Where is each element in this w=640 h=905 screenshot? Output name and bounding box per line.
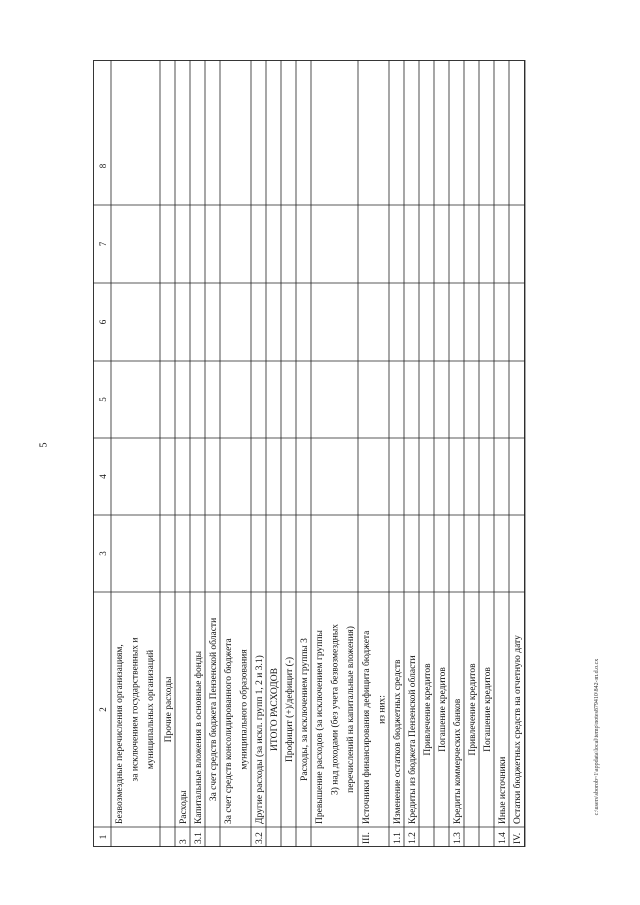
budget-table-grid xyxy=(93,60,530,847)
row-label-line: из них: xyxy=(377,695,388,724)
row-number: 3 xyxy=(179,839,189,844)
row-number: 1.2 xyxy=(408,832,418,844)
row-label-line: муниципального образования xyxy=(239,649,250,770)
row-label-line: Погашение кредитов xyxy=(483,667,493,752)
row-label-line: Расходы xyxy=(179,790,189,824)
row-number: 1.3 xyxy=(453,832,463,844)
row-label-line: муниципальных организаций xyxy=(146,649,156,770)
column-header-8: 8 xyxy=(98,163,108,169)
row-label-line: Остатки бюджетных средств на отчетную дату xyxy=(513,635,523,824)
row-label-line: Источники финансирования дефицита бюджета xyxy=(362,630,372,824)
row-label-line: Расходы, за исключением группы 3 xyxy=(300,638,310,781)
column-header-5: 5 xyxy=(98,397,108,402)
row-label-line: за исключением государственных и xyxy=(130,637,141,782)
row-label-line: Кредиты коммерческих банков xyxy=(453,698,463,824)
file-path-footer: c:\users\sborob~1\appdata\local\temp\notes879410\842-зп.d.o.cx xyxy=(594,658,600,816)
row-number: 1.4 xyxy=(498,832,508,844)
row-label-line: перечислений на капитальные вложения) xyxy=(346,626,356,793)
row-label-line: Кредиты из бюджета Пензенской области xyxy=(408,655,418,824)
row-label-line: Прочие расходы xyxy=(164,676,174,743)
row-label-line: Другие расходы (за искл. групп 1, 2 и 3.1) xyxy=(255,655,265,824)
row-label-line: Изменение остатков бюджетных средств xyxy=(393,659,403,824)
row-number: III. xyxy=(362,832,372,844)
row-label-line: Безвозмездные перечисления организациям, xyxy=(115,644,125,824)
column-header-1: 1 xyxy=(98,834,108,840)
column-header-3: 3 xyxy=(98,551,108,556)
row-label-line: За счет средств бюджета Пензенской области xyxy=(209,617,219,802)
row-label-line: Погашение кредитов xyxy=(438,667,448,752)
row-label-line: Профицит (+)/дефицит (-) xyxy=(285,656,295,763)
row-number: 3.2 xyxy=(255,832,265,844)
row-label-line: 3) над доходами (без учета безвозмездных xyxy=(330,623,341,796)
row-label-line: Превышение расходов (за исключением группы xyxy=(315,630,325,824)
column-header-2: 2 xyxy=(98,707,108,712)
row-number: 3.1 xyxy=(194,832,204,844)
row-label-line: Иные источники xyxy=(498,756,508,824)
row-number: IV. xyxy=(513,832,523,844)
row-label-line: Привлечение кредитов xyxy=(423,663,433,756)
row-label-line: Привлечение кредитов xyxy=(468,663,478,756)
column-header-6: 6 xyxy=(98,319,108,325)
page-number: 5 xyxy=(38,442,50,448)
row-number: 1.1 xyxy=(393,832,403,844)
column-header-4: 4 xyxy=(98,474,108,479)
row-label-line: За счет средств консолидированного бюджета xyxy=(224,638,234,824)
row-label-line: ИТОГО РАСХОДОВ xyxy=(270,668,280,751)
row-label-line: Капитальные вложения в основные фонды xyxy=(194,651,204,824)
budget-table xyxy=(93,60,530,847)
column-header-7: 7 xyxy=(98,241,108,247)
